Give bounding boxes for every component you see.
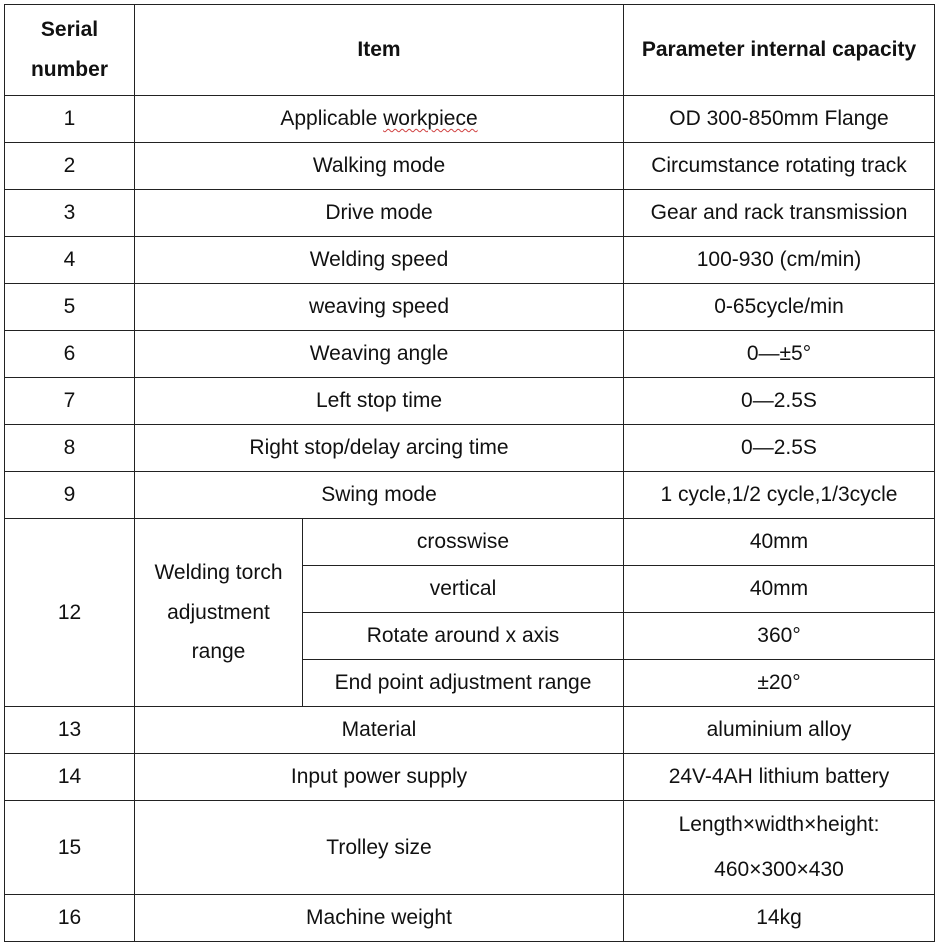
table-row	[5, 190, 935, 237]
serial-cell: 2	[5, 143, 135, 190]
table-row	[5, 284, 935, 331]
param-cell: 0—2.5S	[624, 425, 935, 472]
table-row	[5, 801, 935, 895]
serial-cell: 12	[5, 519, 135, 707]
param-cell: 24V-4AH lithium battery	[624, 754, 935, 801]
param-cell: OD 300-850mm Flange	[624, 96, 935, 143]
item-cell: Drive mode	[135, 190, 624, 237]
serial-cell: 16	[5, 895, 135, 942]
spellcheck-word: workpiece	[383, 107, 478, 131]
item-cell: Material	[135, 707, 624, 754]
item-cell: weaving speed	[135, 284, 624, 331]
item-cell: Walking mode	[135, 143, 624, 190]
item-cell: Right stop/delay arcing time	[135, 425, 624, 472]
param-cell: 14kg	[624, 895, 935, 942]
table-row	[5, 143, 935, 190]
param-cell: Length×width×height: 460×300×430	[624, 801, 935, 895]
serial-cell: 13	[5, 707, 135, 754]
serial-cell: 6	[5, 331, 135, 378]
table-row	[5, 96, 935, 143]
item-text: Applicable	[280, 107, 384, 131]
item-cell: Swing mode	[135, 472, 624, 519]
item-cell	[135, 96, 624, 143]
table-row	[5, 378, 935, 425]
serial-cell: 4	[5, 237, 135, 284]
table-row	[5, 707, 935, 754]
param-cell: 100-930 (cm/min)	[624, 237, 935, 284]
header-param: Parameter internal capacity	[624, 5, 935, 96]
spec-table	[4, 4, 935, 942]
table-row	[5, 519, 935, 566]
param-cell: 360°	[624, 613, 935, 660]
param-cell: Circumstance rotating track	[624, 143, 935, 190]
param-cell: 0—2.5S	[624, 378, 935, 425]
serial-cell: 15	[5, 801, 135, 895]
sub-item-cell: crosswise	[303, 519, 624, 566]
table-row	[5, 331, 935, 378]
header-row	[5, 5, 935, 96]
param-cell: 0—±5°	[624, 331, 935, 378]
param-cell: aluminium alloy	[624, 707, 935, 754]
serial-cell: 9	[5, 472, 135, 519]
item-cell: Input power supply	[135, 754, 624, 801]
sub-item-cell: Rotate around x axis	[303, 613, 624, 660]
serial-cell: 3	[5, 190, 135, 237]
table-row	[5, 472, 935, 519]
table-row	[5, 754, 935, 801]
param-cell: ±20°	[624, 660, 935, 707]
serial-cell: 14	[5, 754, 135, 801]
param-cell: 1 cycle,1/2 cycle,1/3cycle	[624, 472, 935, 519]
param-cell: 40mm	[624, 519, 935, 566]
serial-cell: 8	[5, 425, 135, 472]
group-label-cell: Welding torch adjustment range	[135, 519, 303, 707]
serial-cell: 5	[5, 284, 135, 331]
header-item: Item	[135, 5, 624, 96]
item-cell: Trolley size	[135, 801, 624, 895]
param-cell: 0-65cycle/min	[624, 284, 935, 331]
item-cell: Left stop time	[135, 378, 624, 425]
param-cell: 40mm	[624, 566, 935, 613]
table-row	[5, 237, 935, 284]
item-cell: Weaving angle	[135, 331, 624, 378]
item-cell: Machine weight	[135, 895, 624, 942]
item-cell: Welding speed	[135, 237, 624, 284]
sub-item-cell: End point adjustment range	[303, 660, 624, 707]
param-cell: Gear and rack transmission	[624, 190, 935, 237]
table-row	[5, 895, 935, 942]
serial-cell: 7	[5, 378, 135, 425]
table-row	[5, 425, 935, 472]
header-serial: Serial number	[5, 5, 135, 96]
serial-cell: 1	[5, 96, 135, 143]
sub-item-cell: vertical	[303, 566, 624, 613]
